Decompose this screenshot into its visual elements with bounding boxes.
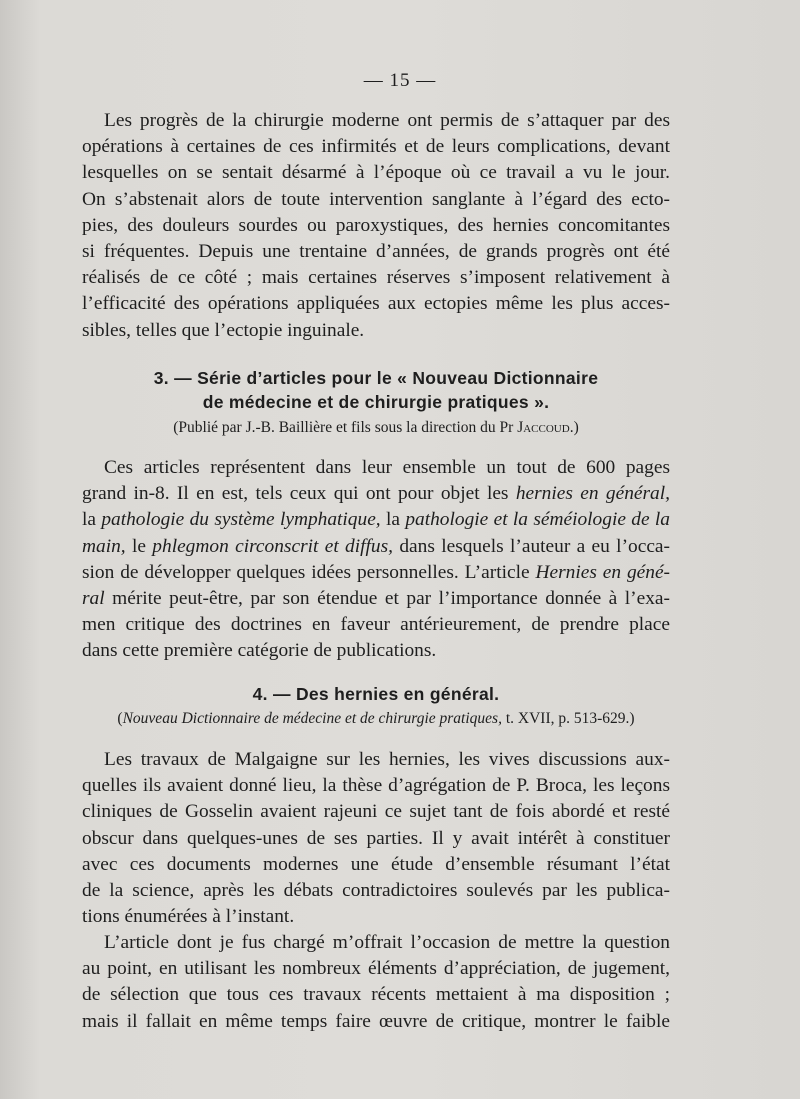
section-4-publication-note [82,709,670,729]
text-span: sion de développer quelques idées personnelles. L’article [82,561,536,583]
section-3-heading [82,366,670,414]
text-line: de sélection que tous ces travaux récents mettaient à ma disposition ; [82,984,670,1006]
text-line: obscur dans quelques-unes de ses parties. Il y avait intérêt à constituer [82,827,670,849]
italic-term: pathologie du système lymphatique, [101,509,381,531]
text-line: Ces articles représentent dans leur ensemble un tout de 600 pages [104,457,670,478]
italic-term: phlegmon circonscrit et diffus, [152,535,393,557]
section-3-heading-line-2: de médecine et de chirurgie pratiques ». [202,392,550,412]
text-span: dans lesquels l’auteur a eu l’occa- [393,535,670,557]
text-line: Les progrès de la chirurgie moderne ont permis de s’attaquer par des [104,110,670,131]
text-line [82,481,670,507]
note-open: ( [117,710,123,727]
italic-term: hernies en général, [515,483,670,505]
text-line: de la science, après les débats contradictoires soulevés par les publica- [82,880,670,902]
note-prefix: (Publié par J.-B. Baillière et fils sous la direction du Pr [173,419,518,436]
note-suffix: .) [569,419,579,436]
page-number: — 15 — [363,70,437,91]
note-italic: Nouveau Dictionnaire de médecine et de chirurgie pratiques, [122,710,502,727]
section-4-heading: 4. — Des hernies en général. [252,684,500,704]
text-line: si fréquentes. Depuis une trentaine d’années, de grands progrès ont été [82,241,670,263]
text-line: au point, en utilisant les nombreux éléments d’appréciation, de jugement, [82,958,670,980]
text-line: tions énumérées à l’instant. [82,906,295,928]
text-span: la [82,509,102,531]
italic-term: pathologie et la séméiologie de la [405,509,670,531]
text-span: mérite peut-être, par son étendue et par l’importance donnée à l’exa- [104,588,670,610]
text-line: quelles ils avaient donné lieu, la thèse d’agrégation de P. Broca, les leçons [82,775,670,797]
text-line: lesquelles on se sentait désarmé à l’époque où ce travail a vu le jour. [82,162,670,184]
section-3-paragraph [82,455,670,665]
text-line: réalisés de ce côté ; mais certaines réserves s’imposent relativement à [82,267,670,289]
text-line: dans cette première catégorie de publications. [82,640,437,662]
text-line: On s’abstenait alors de toute intervention sanglante à l’égard des ecto- [82,188,670,210]
text-span: le [125,535,153,557]
section-3-heading-line-1: 3. — Série d’articles pour le « Nouveau Dictionnaire [153,368,599,388]
section-4-paragraph-2 [82,930,670,1035]
text-line: l’efficacité des opérations appliquées aux ectopies même les plus acces- [82,293,670,315]
text-line: cliniques de Gosselin avaient rajeuni ce sujet tant de fois abordé et resté [82,801,670,823]
text-line [82,560,670,586]
text-line: opérations à certaines de ces infirmités et de leurs complications, devant [82,136,670,158]
text-span: la [380,509,406,531]
text-line: L’article dont je fus chargé m’offrait l’occasion de mettre la question [104,932,670,953]
italic-term: main, [82,535,126,557]
italic-term: Hernies en géné- [535,561,671,583]
italic-term: ral [82,588,105,610]
text-line: Les travaux de Malgaigne sur les hernies, les vives discussions aux- [104,749,670,770]
section-4-paragraph-1 [82,747,670,930]
text-line: pies, des douleurs sourdes ou paroxystiques, des hernies concomitantes [82,214,670,236]
text-span: grand in-8. Il en est, tels ceux qui ont pour objet les [82,483,516,505]
text-line [82,534,670,560]
section-3-publication-note [82,418,670,438]
text-line: sibles, telles que l’ectopie inguinale. [82,319,365,341]
note-rest: t. XVII, p. 513-629.) [501,710,635,727]
intro-paragraph [82,108,670,344]
text-line: mais il fallait en même temps faire œuvre de critique, montrer le faible [82,1010,670,1032]
text-line: avec ces documents modernes une étude d’ensemble résumant l’état [82,853,670,875]
text-line [82,586,670,612]
text-line [82,507,670,533]
text-line: men critique des doctrines en faveur antérieurement, de prendre place [82,614,670,636]
note-name: Jaccoud [517,419,570,436]
